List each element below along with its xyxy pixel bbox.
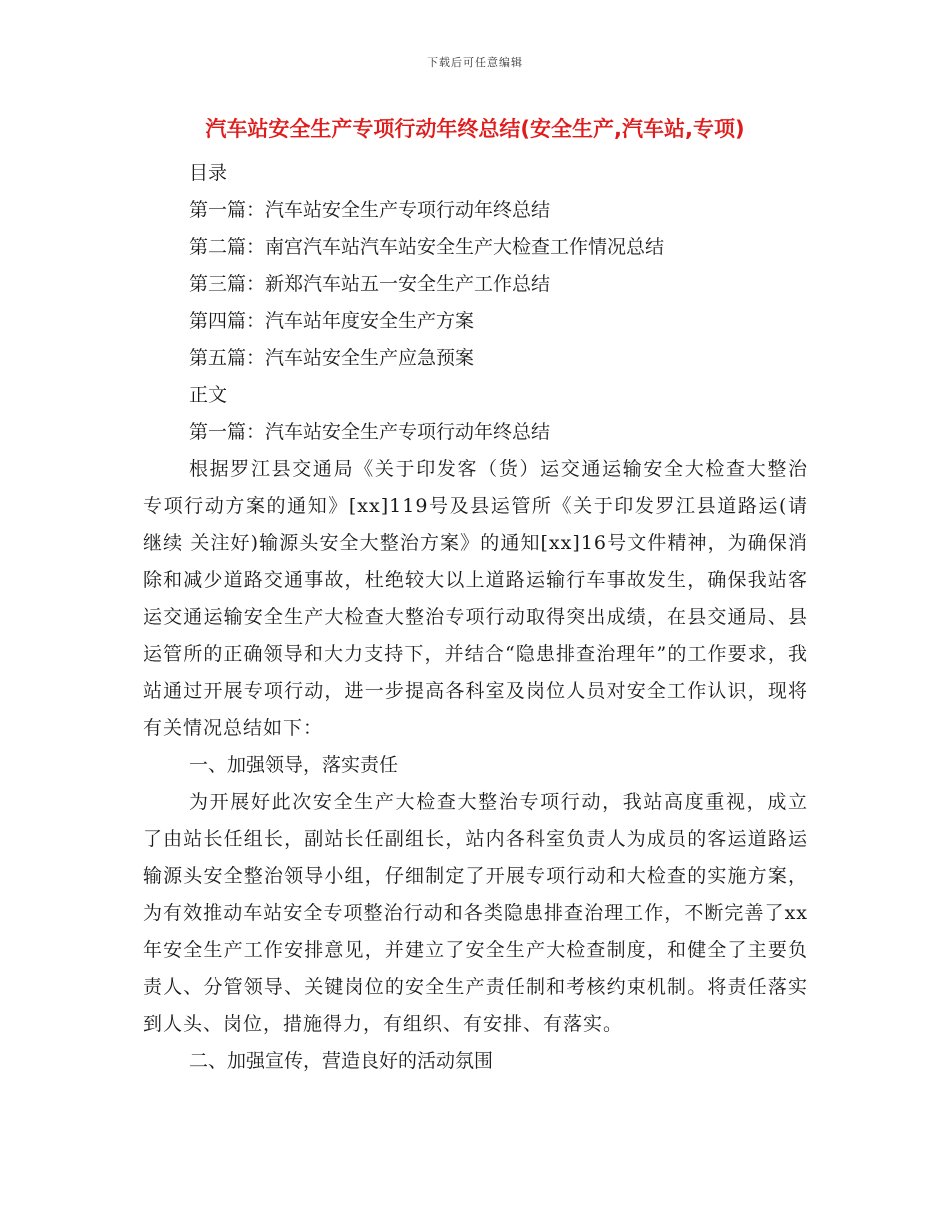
section-1-heading: 一、加强领导，落实责任	[189, 754, 399, 776]
chapter-title: 第一篇：汽车站安全生产专项行动年终总结	[189, 421, 551, 443]
document-title: 汽车站安全生产专项行动年终总结(安全生产,汽车站,专项)	[205, 117, 745, 141]
header-note: 下载后可任意编辑	[427, 56, 523, 69]
section-1-paragraph: 为开展好此次安全生产大检查大整治专项行动，我站高度重视，成立了由站长任组长，副站长任副组长，站内各科室负责人为成员的客运道路运输源头安全整治领导小组，仔细制定了开展专项行动和大检查的实施方案，为有效推动车站安全专项整治行动和各类隐患排查治理工作，不断完善了xx年安全生产工作安排意见，并建立了安全生产大检查制度，和健全了主要负责人、分管领导、关键岗位的安全生产责任制和考核约束机制。将责任落实到人头、岗位，措施得力，有组织、有安排、有落实。	[143, 791, 808, 1035]
toc-item-4: 第四篇：汽车站年度安全生产方案	[189, 310, 475, 332]
toc-item-5: 第五篇：汽车站安全生产应急预案	[189, 347, 475, 369]
body-heading: 正文	[189, 384, 228, 406]
toc-item-1: 第一篇：汽车站安全生产专项行动年终总结	[189, 199, 551, 221]
intro-paragraph: 根据罗江县交通局《关于印发客（货）运交通运输安全大检查大整治专项行动方案的通知》[xx]119号及县运管所《关于印发罗江县道路运(请继续 关注好)输源头安全大整治方案》的通知[xx]16号文件精神，为确保消除和减少道路交通事故，杜绝较大以上道路运输行车事故发生，确保我站客运交通运输安全生产大检查大整治专项行动取得突出成绩，在县交通局、县运管所的正确领导和大力支持下，并结合“隐患排查治理年”的工作要求，我站通过开展专项行动，进一步提高各科室及岗位人员对安全工作认识，现将有关情况总结如下：	[143, 458, 808, 739]
toc-item-3: 第三篇：新郑汽车站五一安全生产工作总结	[189, 273, 551, 295]
document-content	[143, 155, 808, 1080]
toc-heading: 目录	[189, 162, 228, 184]
toc-item-2: 第二篇：南宫汽车站汽车站安全生产大检查工作情况总结	[189, 236, 665, 258]
section-2-heading: 二、加强宣传，营造良好的活动氛围	[189, 1050, 494, 1072]
